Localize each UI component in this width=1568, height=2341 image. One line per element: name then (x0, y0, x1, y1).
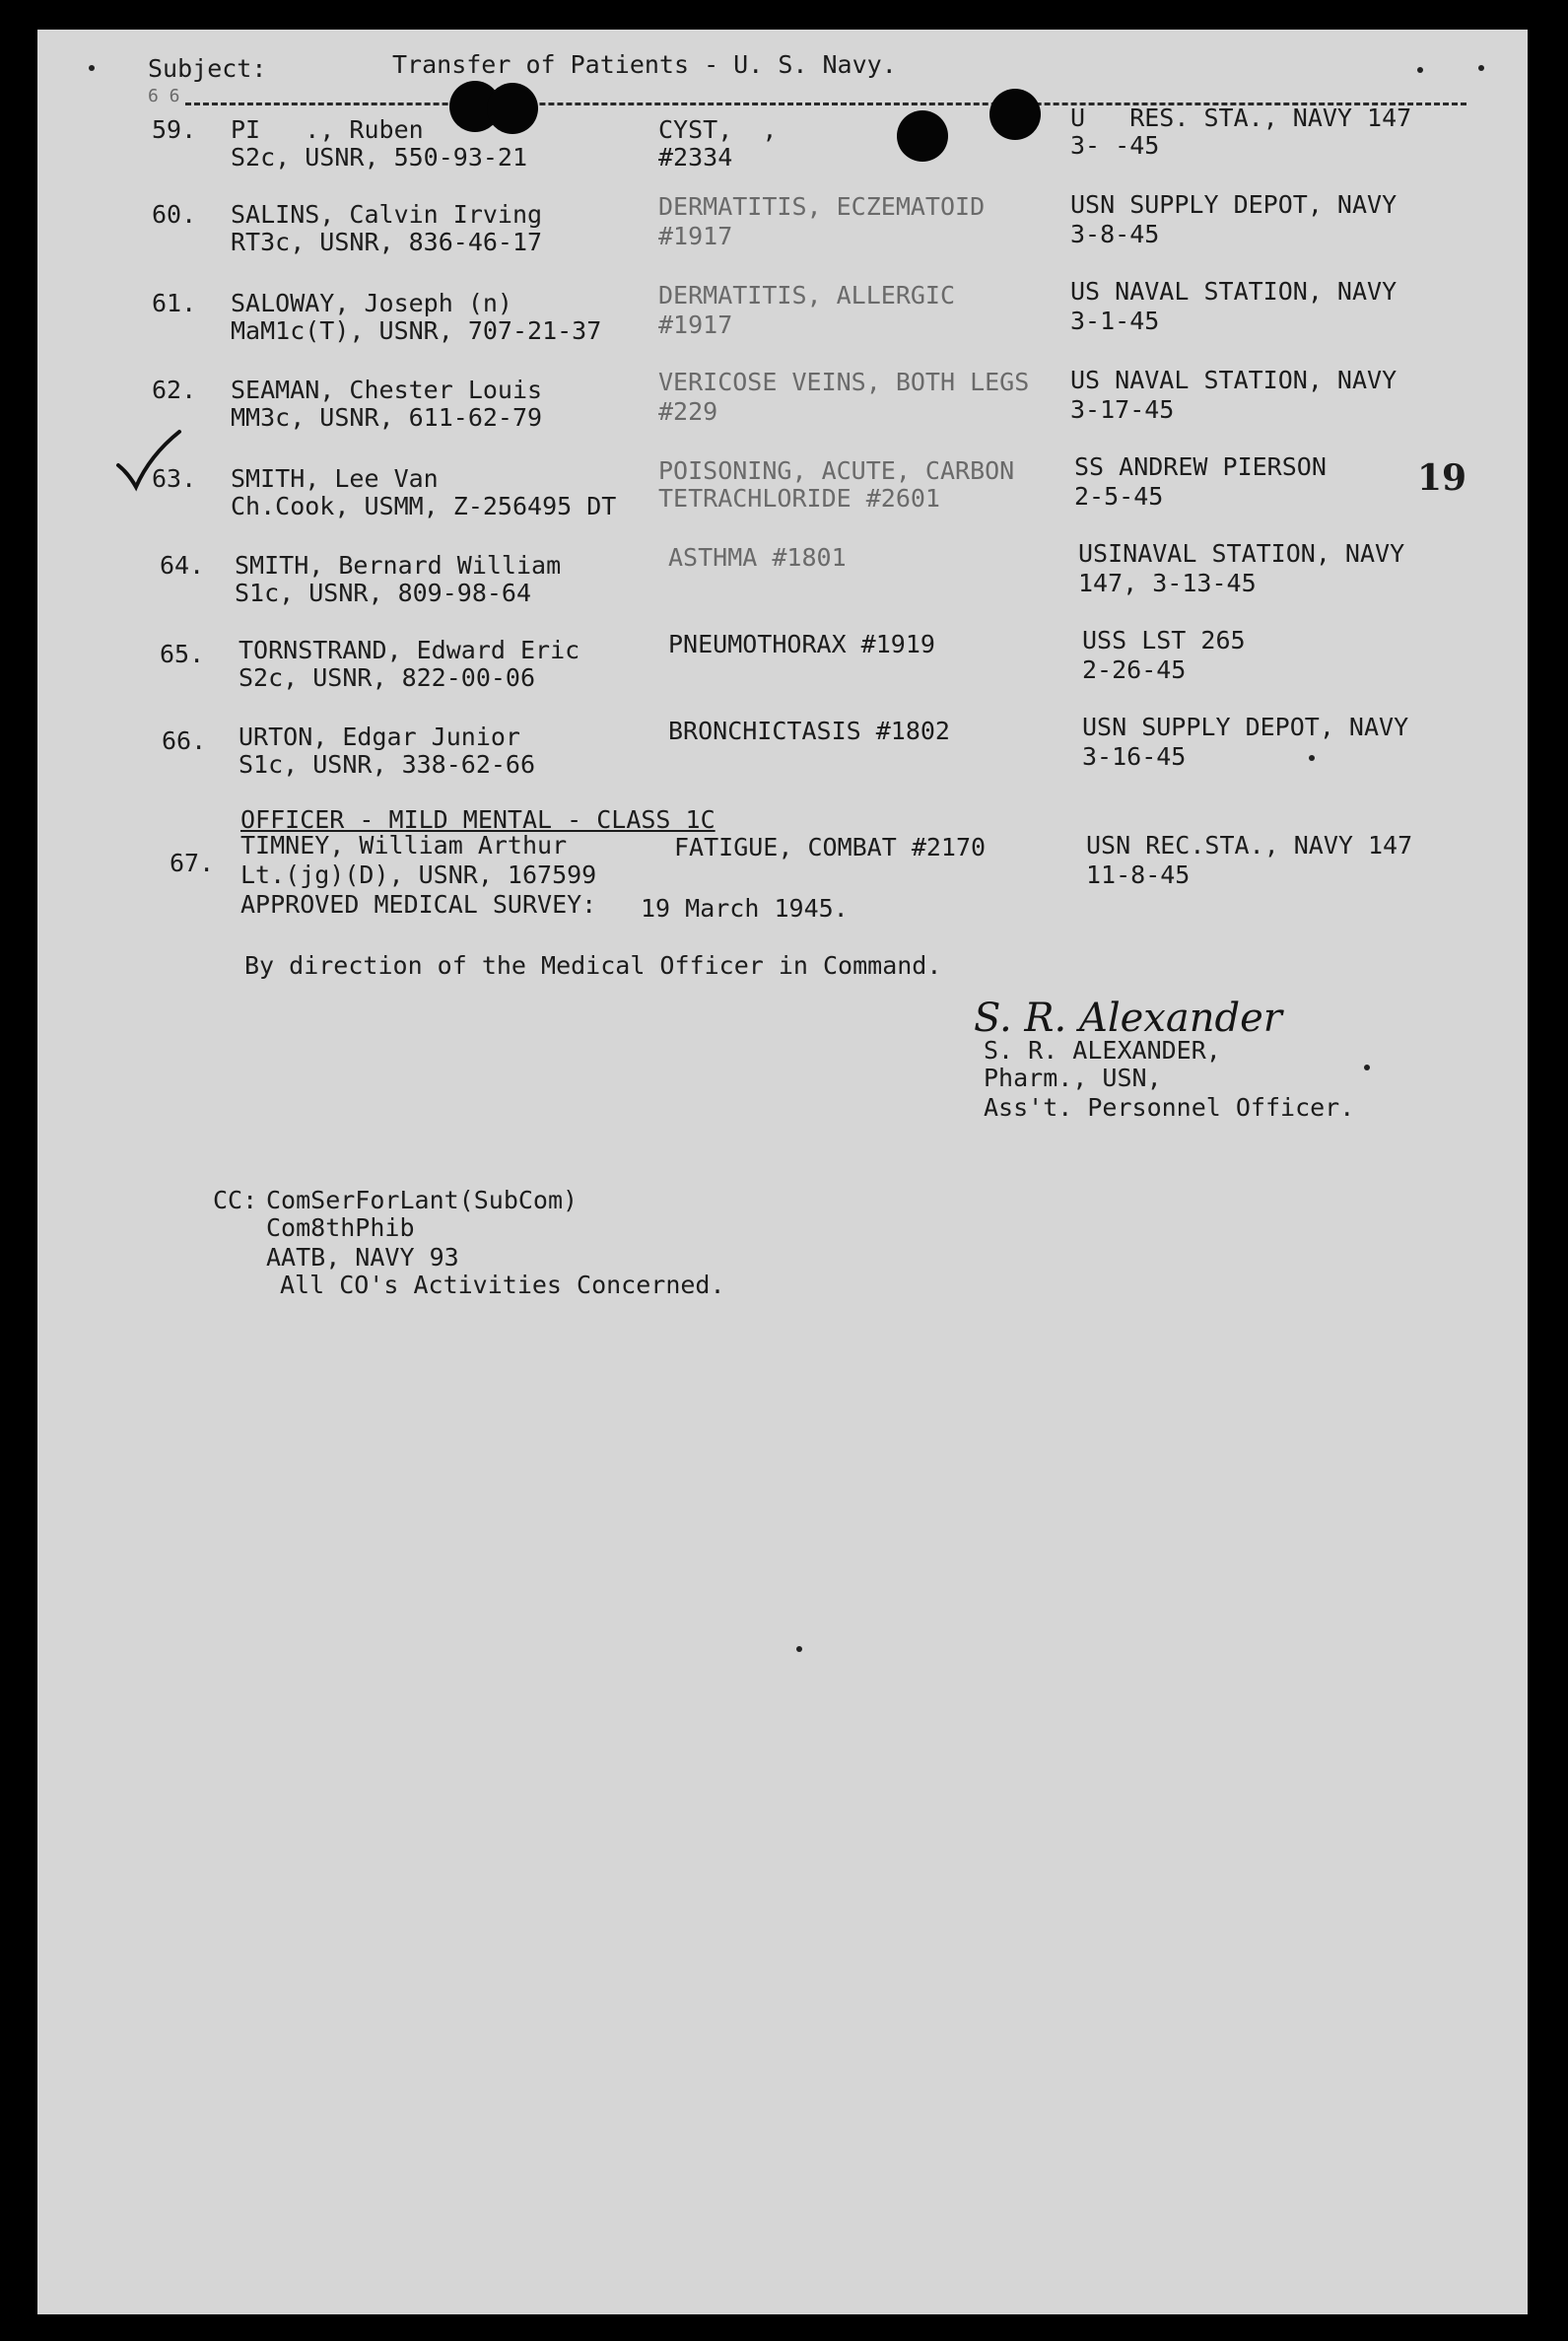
diagnosis: DERMATITIS, ECZEMATOID (658, 192, 986, 221)
entry-number: 66. (162, 726, 207, 755)
patient-rank: MaM1c(T), USNR, 707-21-37 (231, 316, 602, 345)
entry-number: 61. (152, 289, 197, 317)
destination: USINAVAL STATION, NAVY (1078, 539, 1405, 568)
cc-label: CC: (213, 1186, 258, 1214)
cc-recipient: Com8thPhib (266, 1213, 415, 1242)
patient-rank: S1c, USNR, 338-62-66 (239, 750, 536, 779)
entry-number: 65. (160, 640, 205, 668)
patient-rank: S2c, USNR, 822-00-06 (239, 663, 536, 692)
signer-title: Pharm., USN, (984, 1064, 1162, 1092)
patient-name: PI ., Ruben (231, 115, 424, 144)
punch-hole (989, 89, 1041, 140)
transfer-date: 3-17-45 (1070, 395, 1175, 424)
diagnosis: FATIGUE, COMBAT #2170 (674, 833, 987, 861)
punch-hole (897, 110, 948, 162)
destination: US NAVAL STATION, NAVY (1070, 277, 1398, 306)
patient-rank: S1c, USNR, 809-98-64 (235, 579, 532, 607)
diagnosis: VERICOSE VEINS, BOTH LEGS (658, 368, 1030, 396)
diagnosis: POISONING, ACUTE, CARBON (658, 456, 1015, 485)
patient-name: SALINS, Calvin Irving (231, 200, 543, 229)
entry-number: 64. (160, 551, 205, 580)
cc-recipient: ComSerForLant(SubCom) (266, 1186, 579, 1214)
punch-hole (487, 83, 538, 134)
patient-name: SEAMAN, Chester Louis (231, 376, 543, 404)
patient-rank: RT3c, USNR, 836-46-17 (231, 228, 543, 256)
entry-number: 60. (152, 200, 197, 229)
destination: USN SUPPLY DEPOT, NAVY (1070, 190, 1398, 219)
cc-recipient: All CO's Activities Concerned. (280, 1271, 725, 1299)
transfer-date: 147, 3-13-45 (1078, 569, 1257, 597)
patient-name: SMITH, Bernard William (235, 551, 562, 580)
transfer-date: 2-5-45 (1074, 482, 1164, 511)
document-page (37, 30, 1528, 2314)
stray-mark (89, 65, 95, 71)
diagnosis-code: #229 (658, 397, 718, 426)
destination: USN SUPPLY DEPOT, NAVY (1082, 713, 1409, 741)
transfer-date: 3-16-45 (1082, 742, 1187, 771)
diagnosis-code: #1917 (658, 310, 733, 339)
direction-line: By direction of the Medical Officer in Command. (244, 951, 942, 980)
destination: SS ANDREW PIERSON (1074, 452, 1327, 481)
transfer-date: 3-1-45 (1070, 307, 1160, 335)
check-mark-icon (114, 426, 183, 495)
approved-date: 19 March 1945. (641, 894, 849, 923)
destination: USN REC.STA., NAVY 147 (1086, 831, 1413, 860)
patient-name: SALOWAY, Joseph (n) (231, 289, 512, 317)
diagnosis-code: #1917 (658, 222, 733, 250)
destination: U RES. STA., NAVY 147 (1070, 103, 1412, 132)
stray-mark (1364, 1065, 1370, 1070)
diagnosis: DERMATITIS, ALLERGIC (658, 281, 956, 310)
signer-position: Ass't. Personnel Officer. (984, 1093, 1355, 1122)
signer-name: S. R. ALEXANDER, (984, 1036, 1221, 1065)
subject-label: Subject: (148, 54, 267, 83)
stray-mark (796, 1646, 802, 1652)
patient-name: TORNSTRAND, Edward Eric (239, 636, 580, 664)
transfer-date: 2-26-45 (1082, 655, 1187, 684)
patient-name: SMITH, Lee Van (231, 464, 439, 493)
approved-label: APPROVED MEDICAL SURVEY: (240, 890, 597, 919)
patient-name: TIMNEY, William Arthur (240, 831, 568, 860)
entry-number: 59. (152, 115, 197, 144)
subject-value: Transfer of Patients - U. S. Navy. (392, 50, 897, 79)
entry-number: 63. (152, 464, 197, 493)
page-number: 19 (1417, 457, 1467, 499)
corner-mark: 6 6 (148, 86, 180, 106)
patient-rank: Ch.Cook, USMM, Z-256495 DT (231, 492, 617, 520)
transfer-date: 3-8-45 (1070, 220, 1160, 248)
patient-rank: Lt.(jg)(D), USNR, 167599 (240, 861, 597, 889)
destination: US NAVAL STATION, NAVY (1070, 366, 1398, 394)
diagnosis: CYST, , (658, 115, 792, 144)
diagnosis: PNEUMOTHORAX #1919 (668, 630, 935, 658)
transfer-date: 3- -45 (1070, 131, 1160, 160)
officer-heading: OFFICER - MILD MENTAL - CLASS 1C (240, 805, 716, 834)
stray-mark (1478, 65, 1484, 71)
stray-mark (1309, 755, 1315, 761)
transfer-date: 11-8-45 (1086, 861, 1191, 889)
diagnosis-code: #2334 (658, 143, 733, 172)
entry-number: 62. (152, 376, 197, 404)
entry-number: 67. (170, 849, 215, 877)
patient-rank: MM3c, USNR, 611-62-79 (231, 403, 543, 432)
diagnosis-code: TETRACHLORIDE #2601 (658, 484, 940, 513)
diagnosis: ASTHMA #1801 (668, 543, 847, 572)
destination: USS LST 265 (1082, 626, 1246, 654)
patient-name: URTON, Edgar Junior (239, 723, 520, 751)
handwritten-signature: S. R. Alexander (974, 996, 1282, 1041)
diagnosis: BRONCHICTASIS #1802 (668, 717, 950, 745)
patient-rank: S2c, USNR, 550-93-21 (231, 143, 528, 172)
stray-mark (1417, 67, 1423, 73)
cc-recipient: AATB, NAVY 93 (266, 1243, 459, 1272)
